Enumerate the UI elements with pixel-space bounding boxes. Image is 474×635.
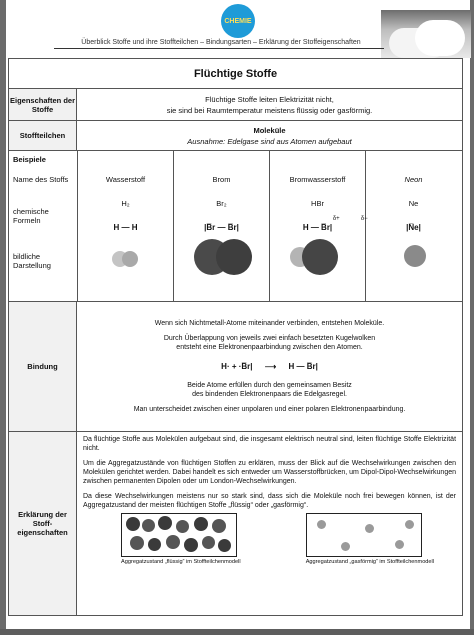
stoffteilchen-line2: Ausnahme: Edelgase sind aus Atomen aufgebaut: [187, 136, 352, 146]
bindung-p4: Man unterscheidet zwischen einer unpolaren und einer polaren Elektronenpaarbindung.: [133, 406, 406, 413]
ne-model: [366, 239, 462, 279]
example-bromwasserstoff: [269, 151, 368, 301]
liquid-model: [121, 513, 241, 565]
eigenschaften-text: [77, 89, 463, 121]
chemie-logo: [221, 4, 255, 38]
bindung-p2b: entsteht eine Elektronenpaarbindung zwischen den Atomen.: [176, 344, 363, 351]
left-frame: [0, 0, 6, 635]
beispiele-section: [9, 151, 463, 302]
bindung-p1: Wenn sich Nichtmetall-Atome miteinander verbinden, entstehen Moleküle.: [154, 320, 385, 327]
erklaerung-p1: Da flüchtige Stoffe aus Molekülen aufgebaut sind, die insgesamt elektrisch neutral sind, leiten flüchtige Stoffe Elektrizität nicht.: [83, 436, 457, 452]
example-name: Wasserstoff: [105, 174, 146, 184]
stoffteilchen-text: [77, 121, 463, 151]
reaction-equation: [77, 362, 462, 371]
right-frame: [470, 0, 474, 635]
example-name: Brom: [212, 174, 231, 184]
page-title: Überblick Stoffe und ihre Stoffteilchen – Bindungsarten – Erklärung der Stoffeigenschaften: [81, 39, 361, 46]
bottom-strip: [0, 629, 474, 635]
example-formula: Ne: [408, 198, 419, 208]
overview-table: [8, 58, 463, 616]
caption-gas: Aggregatzustand „gasförmig“ im Stoffteilchenmodell: [305, 559, 435, 565]
equation-left: H· + ·B̅r|: [221, 362, 253, 371]
example-lewis: |N̅e|: [406, 222, 421, 232]
example-lewis: H — H: [113, 222, 138, 232]
row-label-name: Name des Stoffs: [13, 174, 69, 184]
bindung-label: Bindung: [9, 302, 77, 432]
eigenschaften-line1: Flüchtige Stoffe leiten Elektrizität nicht,: [205, 94, 334, 104]
aggregate-models: [77, 513, 462, 569]
equation-right: H — B̅r|: [288, 362, 318, 371]
example-lewis: [302, 215, 368, 239]
table-title: Flüchtige Stoffe: [9, 59, 463, 89]
beispiele-label: Beispiele: [13, 154, 46, 164]
title-underline: [54, 48, 384, 49]
br2-model: [174, 239, 270, 279]
beispiele-label-column: [9, 151, 77, 301]
erklaerung-label: Erklärung der Stoff-eigenschaften: [9, 432, 77, 616]
example-neon: [365, 151, 461, 301]
example-formula: HBr: [311, 198, 324, 208]
example-formula: H₂: [121, 198, 130, 208]
bindung-p2a: Durch Überlappung von jeweils zwei einfach besetzten Kugelwolken: [163, 335, 376, 342]
example-wasserstoff: [77, 151, 173, 301]
row-label-formula: chemische Formeln: [13, 207, 49, 225]
example-name: Neon: [404, 174, 423, 184]
clouds-image: [381, 10, 471, 58]
gas-box: [306, 513, 422, 557]
erklaerung-p2: Um die Aggregatzustände von flüchtigen Stoffen zu erklären, muss der Blick auf die Wechselwirkungen zwischen den Molekülen gerichtet werden. Dabei handelt es sich entweder um Wasserstoffbrücken, um Dipol-Dipol-Wechselwirkungen zwischen permanenten Dipolen oder um London-Wechselwirkungen.: [83, 460, 457, 485]
row-label-picture: bildliche Darstellung: [13, 252, 51, 270]
lewis-formula: H — B̅r|: [302, 222, 333, 232]
bindung-text: [77, 302, 463, 432]
erklaerung-text: [77, 432, 463, 616]
gas-model: [306, 513, 434, 565]
example-name: Bromwasserstoff: [289, 174, 346, 184]
eigenschaften-label: Eigenschaften der Stoffe: [9, 89, 77, 121]
hbr-model: [270, 239, 366, 279]
partial-charge-minus: δ−: [360, 216, 368, 222]
reaction-arrow-icon: ⟶: [264, 362, 277, 371]
caption-liquid: Aggregatzustand „flüssig“ im Stoffteilchenmodell: [121, 559, 241, 565]
example-brom: [173, 151, 269, 301]
partial-charge-plus: δ+: [332, 216, 340, 222]
h2-model: [78, 239, 174, 279]
bindung-p3b: des bindenden Elektronenpaars die Edelgasregel.: [192, 391, 347, 398]
stoffteilchen-line1: Moleküle: [253, 125, 286, 135]
logo-text: CHEMIE: [224, 17, 252, 25]
bindung-p3a: Beide Atome erfüllen durch den gemeinsamen Besitz: [187, 382, 352, 389]
liquid-box: [121, 513, 237, 557]
example-formula: Br₂: [216, 198, 227, 208]
example-lewis: |B̅r — B̅r|: [204, 222, 239, 232]
stoffteilchen-label: Stoffteilchen: [9, 121, 77, 151]
erklaerung-p3: Da diese Wechselwirkungen meistens nur so stark sind, dass sich die Moleküle noch frei bewegen können, ist der Aggregatzustand der meisten flüchtigen Stoffe „flüssig“ oder „gasförmig“.: [83, 493, 457, 509]
eigenschaften-line2: sie sind bei Raumtemperatur meistens flüssig oder gasförmig.: [166, 105, 373, 115]
